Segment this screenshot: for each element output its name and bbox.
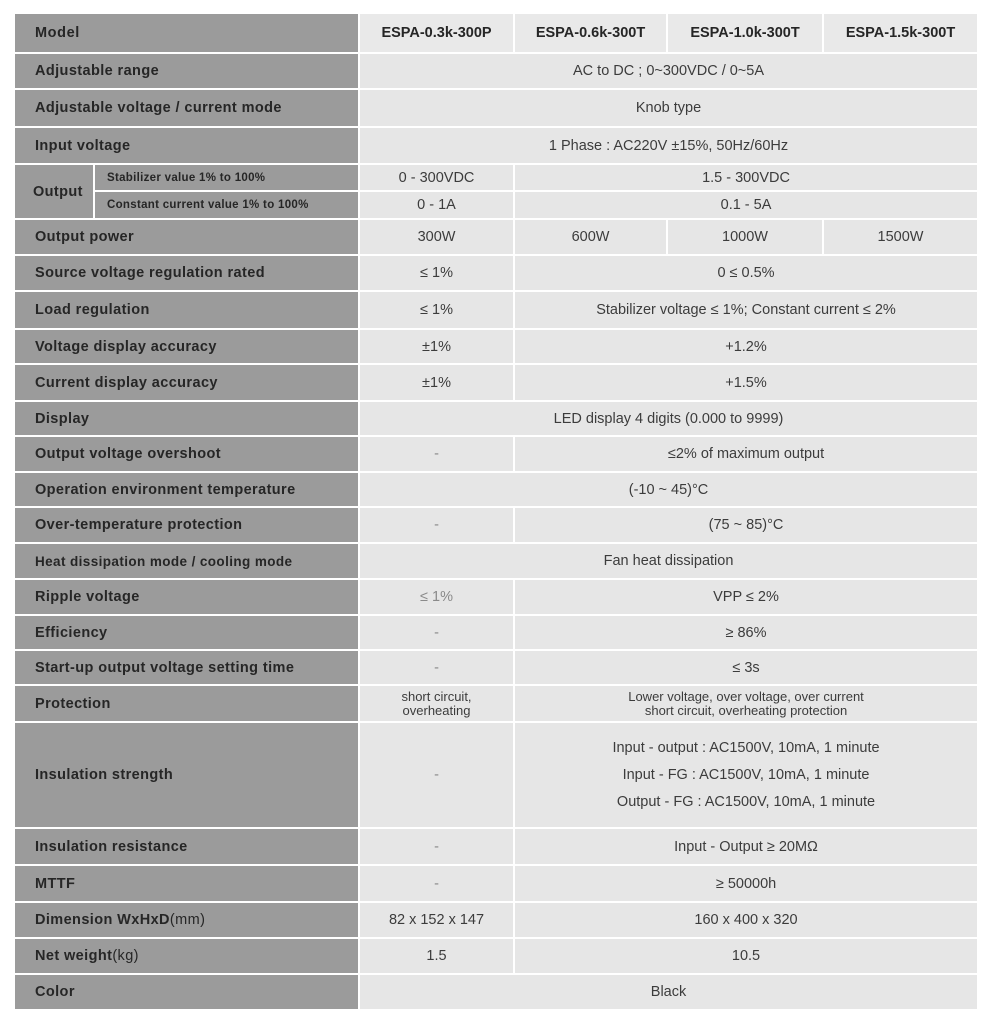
row-heat: [15, 544, 977, 580]
dimension-label: [15, 903, 360, 939]
output-power-4: 1500W: [824, 220, 977, 256]
adjustable-mode-value: Knob type: [360, 90, 977, 128]
row-output-stabilizer: [15, 165, 977, 192]
row-insulation-strength: [15, 723, 977, 829]
row-voltage-display: [15, 330, 977, 365]
row-output-power: [15, 220, 977, 256]
source-regulation-value-1: ≤ 1%: [360, 256, 515, 292]
row-protection: [15, 686, 977, 723]
source-regulation-value-2: 0 ≤ 0.5%: [515, 256, 977, 292]
mttf-value-2: ≥ 50000h: [515, 866, 977, 903]
protection-value-2-line-1: Lower voltage, over voltage, over current: [628, 688, 864, 704]
over-temp-label: Over-temperature protection: [15, 508, 360, 544]
constant-current-value-1: 0 - 1A: [360, 192, 515, 220]
protection-value-1-line-1: short circuit,: [401, 688, 472, 704]
insulation-resistance-value-1: -: [360, 829, 515, 866]
output-power-3: 1000W: [668, 220, 824, 256]
dimension-value-2: 160 x 400 x 320: [515, 903, 977, 939]
protection-value-1: [360, 686, 515, 723]
row-color: [15, 975, 977, 1011]
row-over-temp: [15, 508, 977, 544]
insulation-line-2: Input - FG : AC1500V, 10mA, 1 minute: [622, 766, 870, 783]
model-4: ESPA-1.5k-300T: [824, 14, 977, 54]
source-regulation-label: Source voltage regulation rated: [15, 256, 360, 292]
insulation-strength-label: Insulation strength: [15, 723, 360, 829]
stabilizer-value-1: 0 - 300VDC: [360, 165, 515, 192]
protection-value-1-line-2: overheating: [402, 702, 471, 718]
ripple-label: Ripple voltage: [15, 580, 360, 616]
ripple-value-1: ≤ 1%: [360, 580, 515, 616]
efficiency-value-2: ≥ 86%: [515, 616, 977, 651]
load-regulation-value-1: ≤ 1%: [360, 292, 515, 330]
display-label: Display: [15, 402, 360, 437]
net-weight-value-1: 1.5: [360, 939, 515, 975]
row-ripple: [15, 580, 977, 616]
model-1: ESPA-0.3k-300P: [360, 14, 515, 54]
mttf-label: MTTF: [15, 866, 360, 903]
current-display-value-2: +1.5%: [515, 365, 977, 402]
row-insulation-resistance: [15, 829, 977, 866]
color-label: Color: [15, 975, 360, 1011]
dimension-unit: (mm): [169, 912, 206, 928]
startup-label: Start-up output voltage setting time: [15, 651, 360, 686]
output-power-label: Output power: [15, 220, 360, 256]
insulation-strength-value-1: -: [360, 723, 515, 829]
operation-temp-label: Operation environment temperature: [15, 473, 360, 508]
dimension-value-1: 82 x 152 x 147: [360, 903, 515, 939]
output-power-1: 300W: [360, 220, 515, 256]
protection-label: Protection: [15, 686, 360, 723]
model-2: ESPA-0.6k-300T: [515, 14, 668, 54]
voltage-display-value-2: +1.2%: [515, 330, 977, 365]
heat-label: Heat dissipation mode / cooling mode: [15, 544, 360, 580]
row-source-regulation: [15, 256, 977, 292]
ripple-value-2: VPP ≤ 2%: [515, 580, 977, 616]
heat-value: Fan heat dissipation: [360, 544, 977, 580]
spec-table: [15, 14, 977, 1011]
current-display-label: Current display accuracy: [15, 365, 360, 402]
constant-current-label: Constant current value 1% to 100%: [95, 192, 360, 220]
protection-value-2-line-2: short circuit, overheating protection: [644, 702, 848, 718]
row-operation-temp: [15, 473, 977, 508]
model-label: Model: [15, 14, 360, 54]
header-row: [15, 14, 977, 54]
load-regulation-label: Load regulation: [15, 292, 360, 330]
row-display: [15, 402, 977, 437]
over-temp-value-2: (75 ~ 85)°C: [515, 508, 977, 544]
dimension-label-text: Dimension WxHxD: [35, 912, 170, 928]
input-voltage-label: Input voltage: [15, 128, 360, 165]
insulation-line-3: Output - FG : AC1500V, 10mA, 1 minute: [616, 793, 876, 810]
overshoot-value-2: ≤2% of maximum output: [515, 437, 977, 473]
overshoot-label: Output voltage overshoot: [15, 437, 360, 473]
color-value: Black: [360, 975, 977, 1011]
output-label: Output: [15, 165, 95, 220]
row-net-weight: [15, 939, 977, 975]
display-value: LED display 4 digits (0.000 to 9999): [360, 402, 977, 437]
load-regulation-value-2: Stabilizer voltage ≤ 1%; Constant current ≤ 2%: [515, 292, 977, 330]
row-mttf: [15, 866, 977, 903]
net-weight-value-2: 10.5: [515, 939, 977, 975]
row-adjustable-range: [15, 54, 977, 90]
row-efficiency: [15, 616, 977, 651]
efficiency-value-1: -: [360, 616, 515, 651]
operation-temp-value: (-10 ~ 45)°C: [360, 473, 977, 508]
row-adjustable-mode: [15, 90, 977, 128]
insulation-resistance-label: Insulation resistance: [15, 829, 360, 866]
adjustable-range-label: Adjustable range: [15, 54, 360, 90]
row-current-display: [15, 365, 977, 402]
voltage-display-value-1: ±1%: [360, 330, 515, 365]
row-startup: [15, 651, 977, 686]
startup-value-1: -: [360, 651, 515, 686]
protection-value-2: [515, 686, 977, 723]
overshoot-value-1: -: [360, 437, 515, 473]
input-voltage-value: 1 Phase : AC220V ±15%, 50Hz/60Hz: [360, 128, 977, 165]
insulation-line-1: Input - output : AC1500V, 10mA, 1 minute: [612, 739, 880, 756]
model-3: ESPA-1.0k-300T: [668, 14, 824, 54]
row-overshoot: [15, 437, 977, 473]
output-power-2: 600W: [515, 220, 668, 256]
voltage-display-label: Voltage display accuracy: [15, 330, 360, 365]
adjustable-range-value: AC to DC ; 0~300VDC / 0~5A: [360, 54, 977, 90]
startup-value-2: ≤ 3s: [515, 651, 977, 686]
row-load-regulation: [15, 292, 977, 330]
net-weight-unit: (kg): [112, 948, 139, 964]
row-dimension: [15, 903, 977, 939]
mttf-value-1: -: [360, 866, 515, 903]
net-weight-label-text: Net weight: [35, 948, 113, 964]
stabilizer-value-2: 1.5 - 300VDC: [515, 165, 977, 192]
current-display-value-1: ±1%: [360, 365, 515, 402]
insulation-strength-value-2: [515, 723, 977, 829]
stabilizer-label: Stabilizer value 1% to 100%: [95, 165, 360, 192]
over-temp-value-1: -: [360, 508, 515, 544]
constant-current-value-2: 0.1 - 5A: [515, 192, 977, 220]
row-input-voltage: [15, 128, 977, 165]
insulation-resistance-value-2: Input - Output ≥ 20MΩ: [515, 829, 977, 866]
efficiency-label: Efficiency: [15, 616, 360, 651]
adjustable-mode-label: Adjustable voltage / current mode: [15, 90, 360, 128]
net-weight-label: [15, 939, 360, 975]
row-output-constant: [15, 192, 977, 220]
